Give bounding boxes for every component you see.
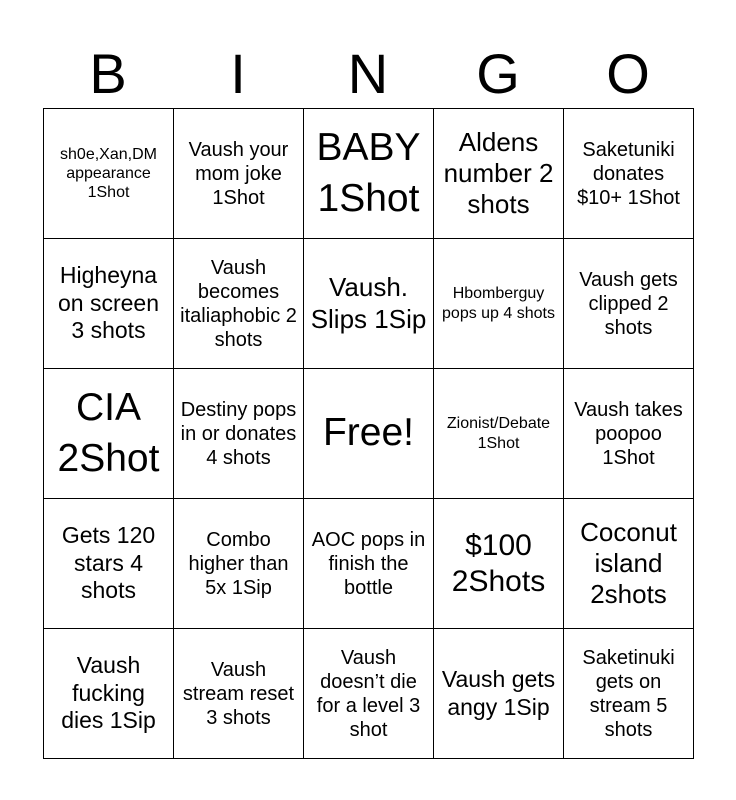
board-row	[44, 369, 694, 499]
bingo-cell[interactable]: BABY 1Shot	[304, 109, 434, 239]
bingo-cell[interactable]: Destiny pops in or donates 4 shots	[174, 369, 304, 499]
bingo-cell[interactable]: Vaush fucking dies 1Sip	[44, 629, 174, 759]
bingo-cell[interactable]: Combo higher than 5x 1Sip	[174, 499, 304, 629]
bingo-cell[interactable]: Coconut island 2shots	[564, 499, 694, 629]
bingo-cell[interactable]: Saketinuki gets on stream 5 shots	[564, 629, 694, 759]
bingo-cell[interactable]: Vaush becomes italiaphobic 2 shots	[174, 239, 304, 369]
bingo-cell[interactable]: Gets 120 stars 4 shots	[44, 499, 174, 629]
bingo-cell[interactable]: Vaush gets angy 1Sip	[434, 629, 564, 759]
board-row	[44, 239, 694, 369]
header-letter-i: I	[230, 42, 246, 105]
header-letter-o: O	[606, 42, 650, 105]
bingo-cell[interactable]: Hbomberguy pops up 4 shots	[434, 239, 564, 369]
free-space[interactable]: Free!	[304, 369, 434, 499]
bingo-cell[interactable]: AOC pops in finish the bottle	[304, 499, 434, 629]
board-row	[44, 499, 694, 629]
bingo-cell[interactable]: Higheyna on screen 3 shots	[44, 239, 174, 369]
header-letter-n: N	[347, 42, 389, 105]
bingo-header	[43, 40, 693, 108]
bingo-cell[interactable]: Vaush takes poopoo 1Shot	[564, 369, 694, 499]
bingo-cell[interactable]: $100 2Shots	[434, 499, 564, 629]
bingo-board	[43, 108, 694, 759]
bingo-cell[interactable]: Vaush doesn’t die for a level 3 shot	[304, 629, 434, 759]
board-row	[44, 629, 694, 759]
bingo-cell[interactable]: Vaush gets clipped 2 shots	[564, 239, 694, 369]
bingo-cell[interactable]: Vaush your mom joke 1Shot	[174, 109, 304, 239]
bingo-cell[interactable]: CIA 2Shot	[44, 369, 174, 499]
bingo-cell[interactable]: Saketuniki donates $10+ 1Shot	[564, 109, 694, 239]
header-letter-g: G	[476, 42, 520, 105]
header-letter-b: B	[89, 42, 127, 105]
board-row	[44, 109, 694, 239]
bingo-cell[interactable]: sh0e,Xan,DM appearance 1Shot	[44, 109, 174, 239]
bingo-cell[interactable]: Vaush stream reset 3 shots	[174, 629, 304, 759]
bingo-cell[interactable]: Zionist/Debate 1Shot	[434, 369, 564, 499]
bingo-cell[interactable]: Aldens number 2 shots	[434, 109, 564, 239]
bingo-cell[interactable]: Vaush. Slips 1Sip	[304, 239, 434, 369]
